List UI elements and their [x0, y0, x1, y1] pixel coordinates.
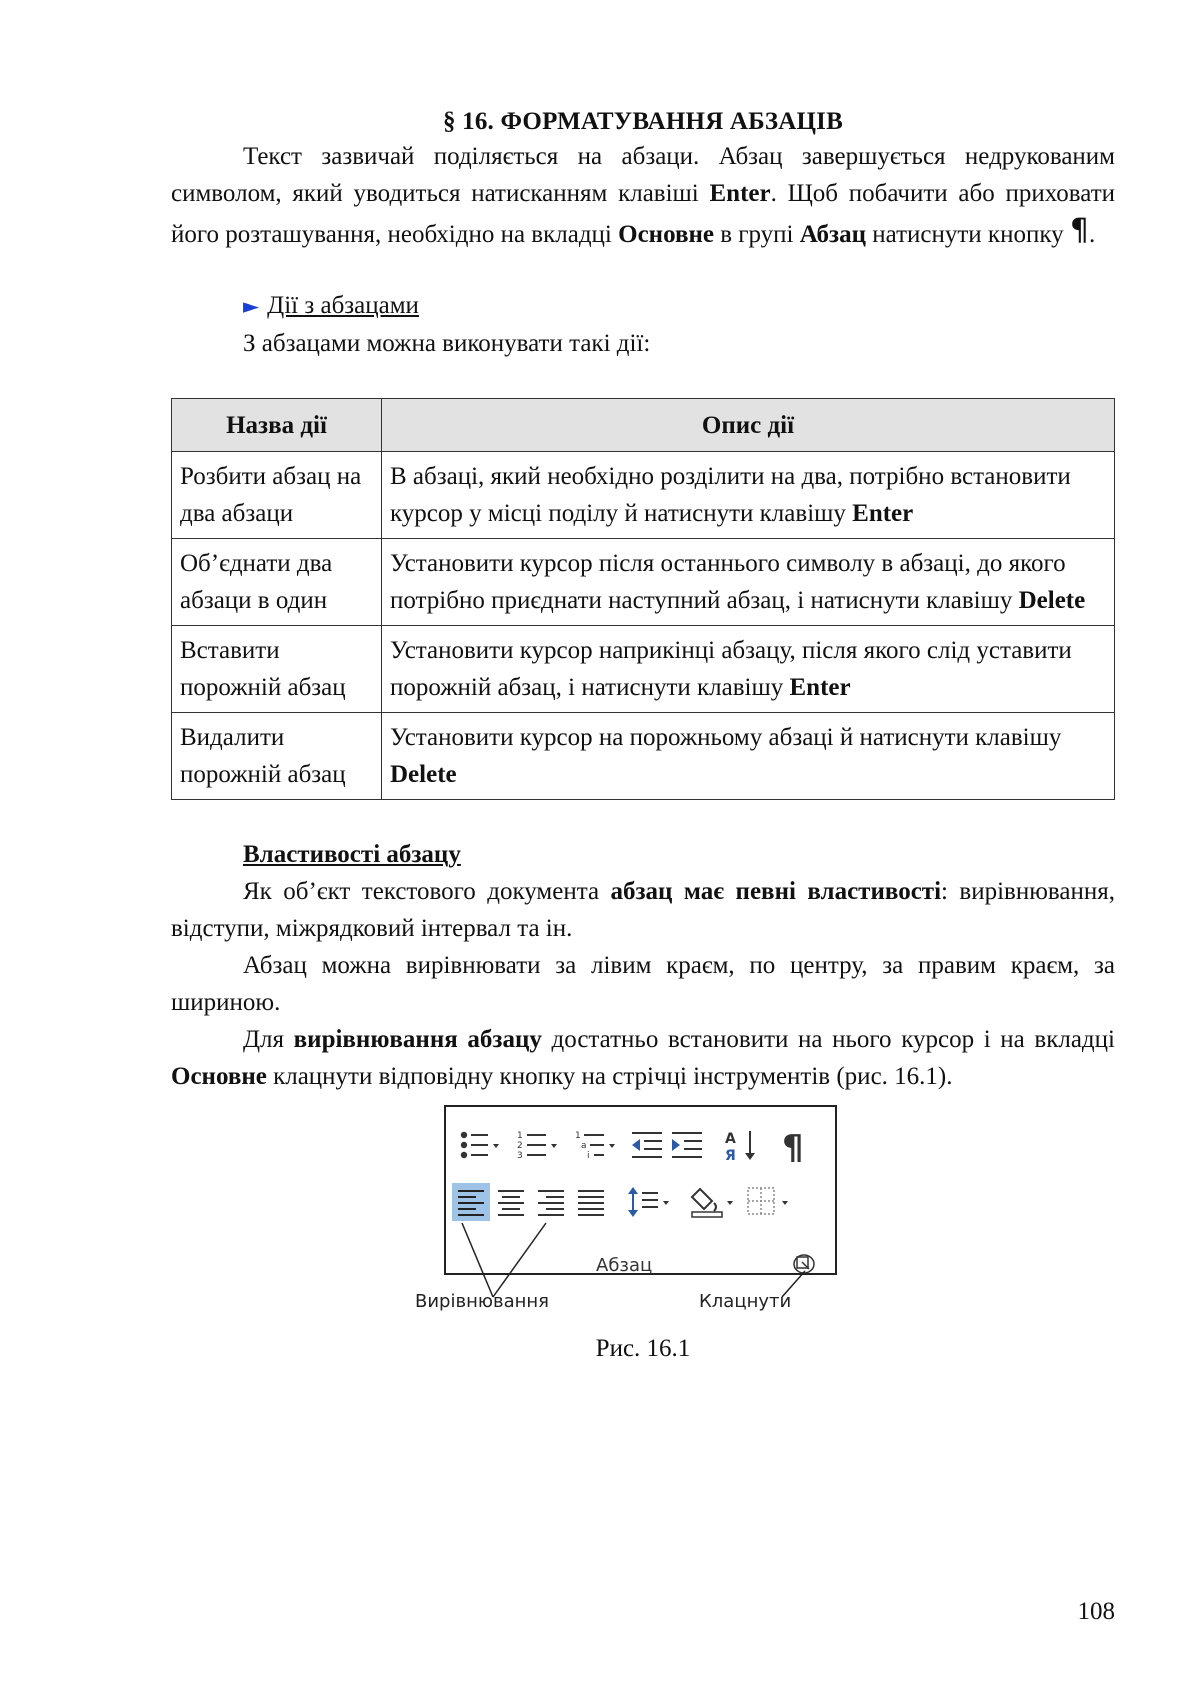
section-paragraph: Для вирівнювання абзацу достатньо встановити на нього курсор і на вкладці Основне клацнути відповідну кнопку на стрічці інструментів (рис. 16.1).	[171, 1026, 1115, 1090]
table-row	[172, 713, 1115, 800]
section-paragraph: Як об’єкт текстового документа абзац має певні властивості: вирівнювання, відступи, міжрядковий інтервал та ін.	[171, 878, 1115, 942]
section-paragraph: Абзац можна вирівнювати за лівим краєм, по центру, за правим краєм, за шириною.	[171, 952, 1115, 1016]
table-row	[172, 626, 1115, 713]
action-desc: Установити курсор наприкінці абзацу, після якого слід уставити порожній абзац, і натиснути клавішу Enter	[382, 626, 1115, 713]
annotation-alignment: Вирівнювання	[415, 1291, 550, 1312]
pilcrow-icon: ¶	[1069, 213, 1089, 248]
figure-caption: Рис. 16.1	[595, 1335, 691, 1362]
annotation-lines	[171, 1105, 1115, 1335]
svg-text:2: 2	[517, 1141, 523, 1151]
action-name: Об’єднати два абзаци в один	[172, 539, 382, 626]
actions-table	[171, 398, 1115, 800]
svg-text:3: 3	[517, 1151, 523, 1161]
svg-text:¶: ¶	[782, 1128, 804, 1165]
table-row	[172, 452, 1115, 539]
svg-text:A: A	[725, 1131, 736, 1147]
action-name: Вставити порожній абзац	[172, 626, 382, 713]
table-header-row	[172, 399, 1115, 452]
svg-text:a: a	[581, 1141, 587, 1151]
table-header-desc: Опис дії	[382, 399, 1115, 452]
table-intro: З абзацами можна виконувати такі дії:	[243, 330, 651, 357]
svg-text:1: 1	[517, 1131, 523, 1141]
annotation-click: Клацнути	[699, 1291, 792, 1312]
action-desc: Установити курсор на порожньому абзаці й натиснути клавішу Delete	[382, 713, 1115, 800]
svg-text:Я: Я	[725, 1148, 736, 1163]
table-row	[172, 539, 1115, 626]
action-desc: Установити курсор після останнього символу в абзаці, до якого потрібно приєднати наступний абзац, і натиснути клавішу Delete	[382, 539, 1115, 626]
page-content	[171, 108, 1115, 1367]
svg-text:1: 1	[575, 1131, 581, 1141]
action-name: Розбити абзац на два абзаци	[172, 452, 382, 539]
intro-paragraph: Текст зазвичай поділяється на абзаци. Абзац завершується недрукованим символом, який уводиться натисканням клавіші Enter. Щоб побачити або приховати його розташування, необхідно на вкладці Основне в групі Абзац натиснути кнопку ¶.	[171, 143, 1115, 248]
action-name: Видалити порожній абзац	[172, 713, 382, 800]
triangle-marker-icon: ►	[243, 294, 260, 318]
action-desc: В абзаці, який необхідно розділити на два, потрібно встановити курсор у місці поділу й натиснути клавішу Enter	[382, 452, 1115, 539]
svg-text:i: i	[587, 1151, 590, 1161]
page-title: § 16. ФОРМАТУВАННЯ АБЗАЦІВ	[443, 108, 843, 135]
figure-16-1	[171, 1105, 1115, 1367]
table-header-name: Назва дії	[172, 399, 382, 452]
ribbon-group-label: Абзац	[596, 1255, 653, 1276]
section-heading: Властивості абзацу	[243, 841, 461, 868]
subheading: ► Дії з абзацами	[243, 292, 419, 319]
page-number: 108	[1077, 1598, 1115, 1625]
